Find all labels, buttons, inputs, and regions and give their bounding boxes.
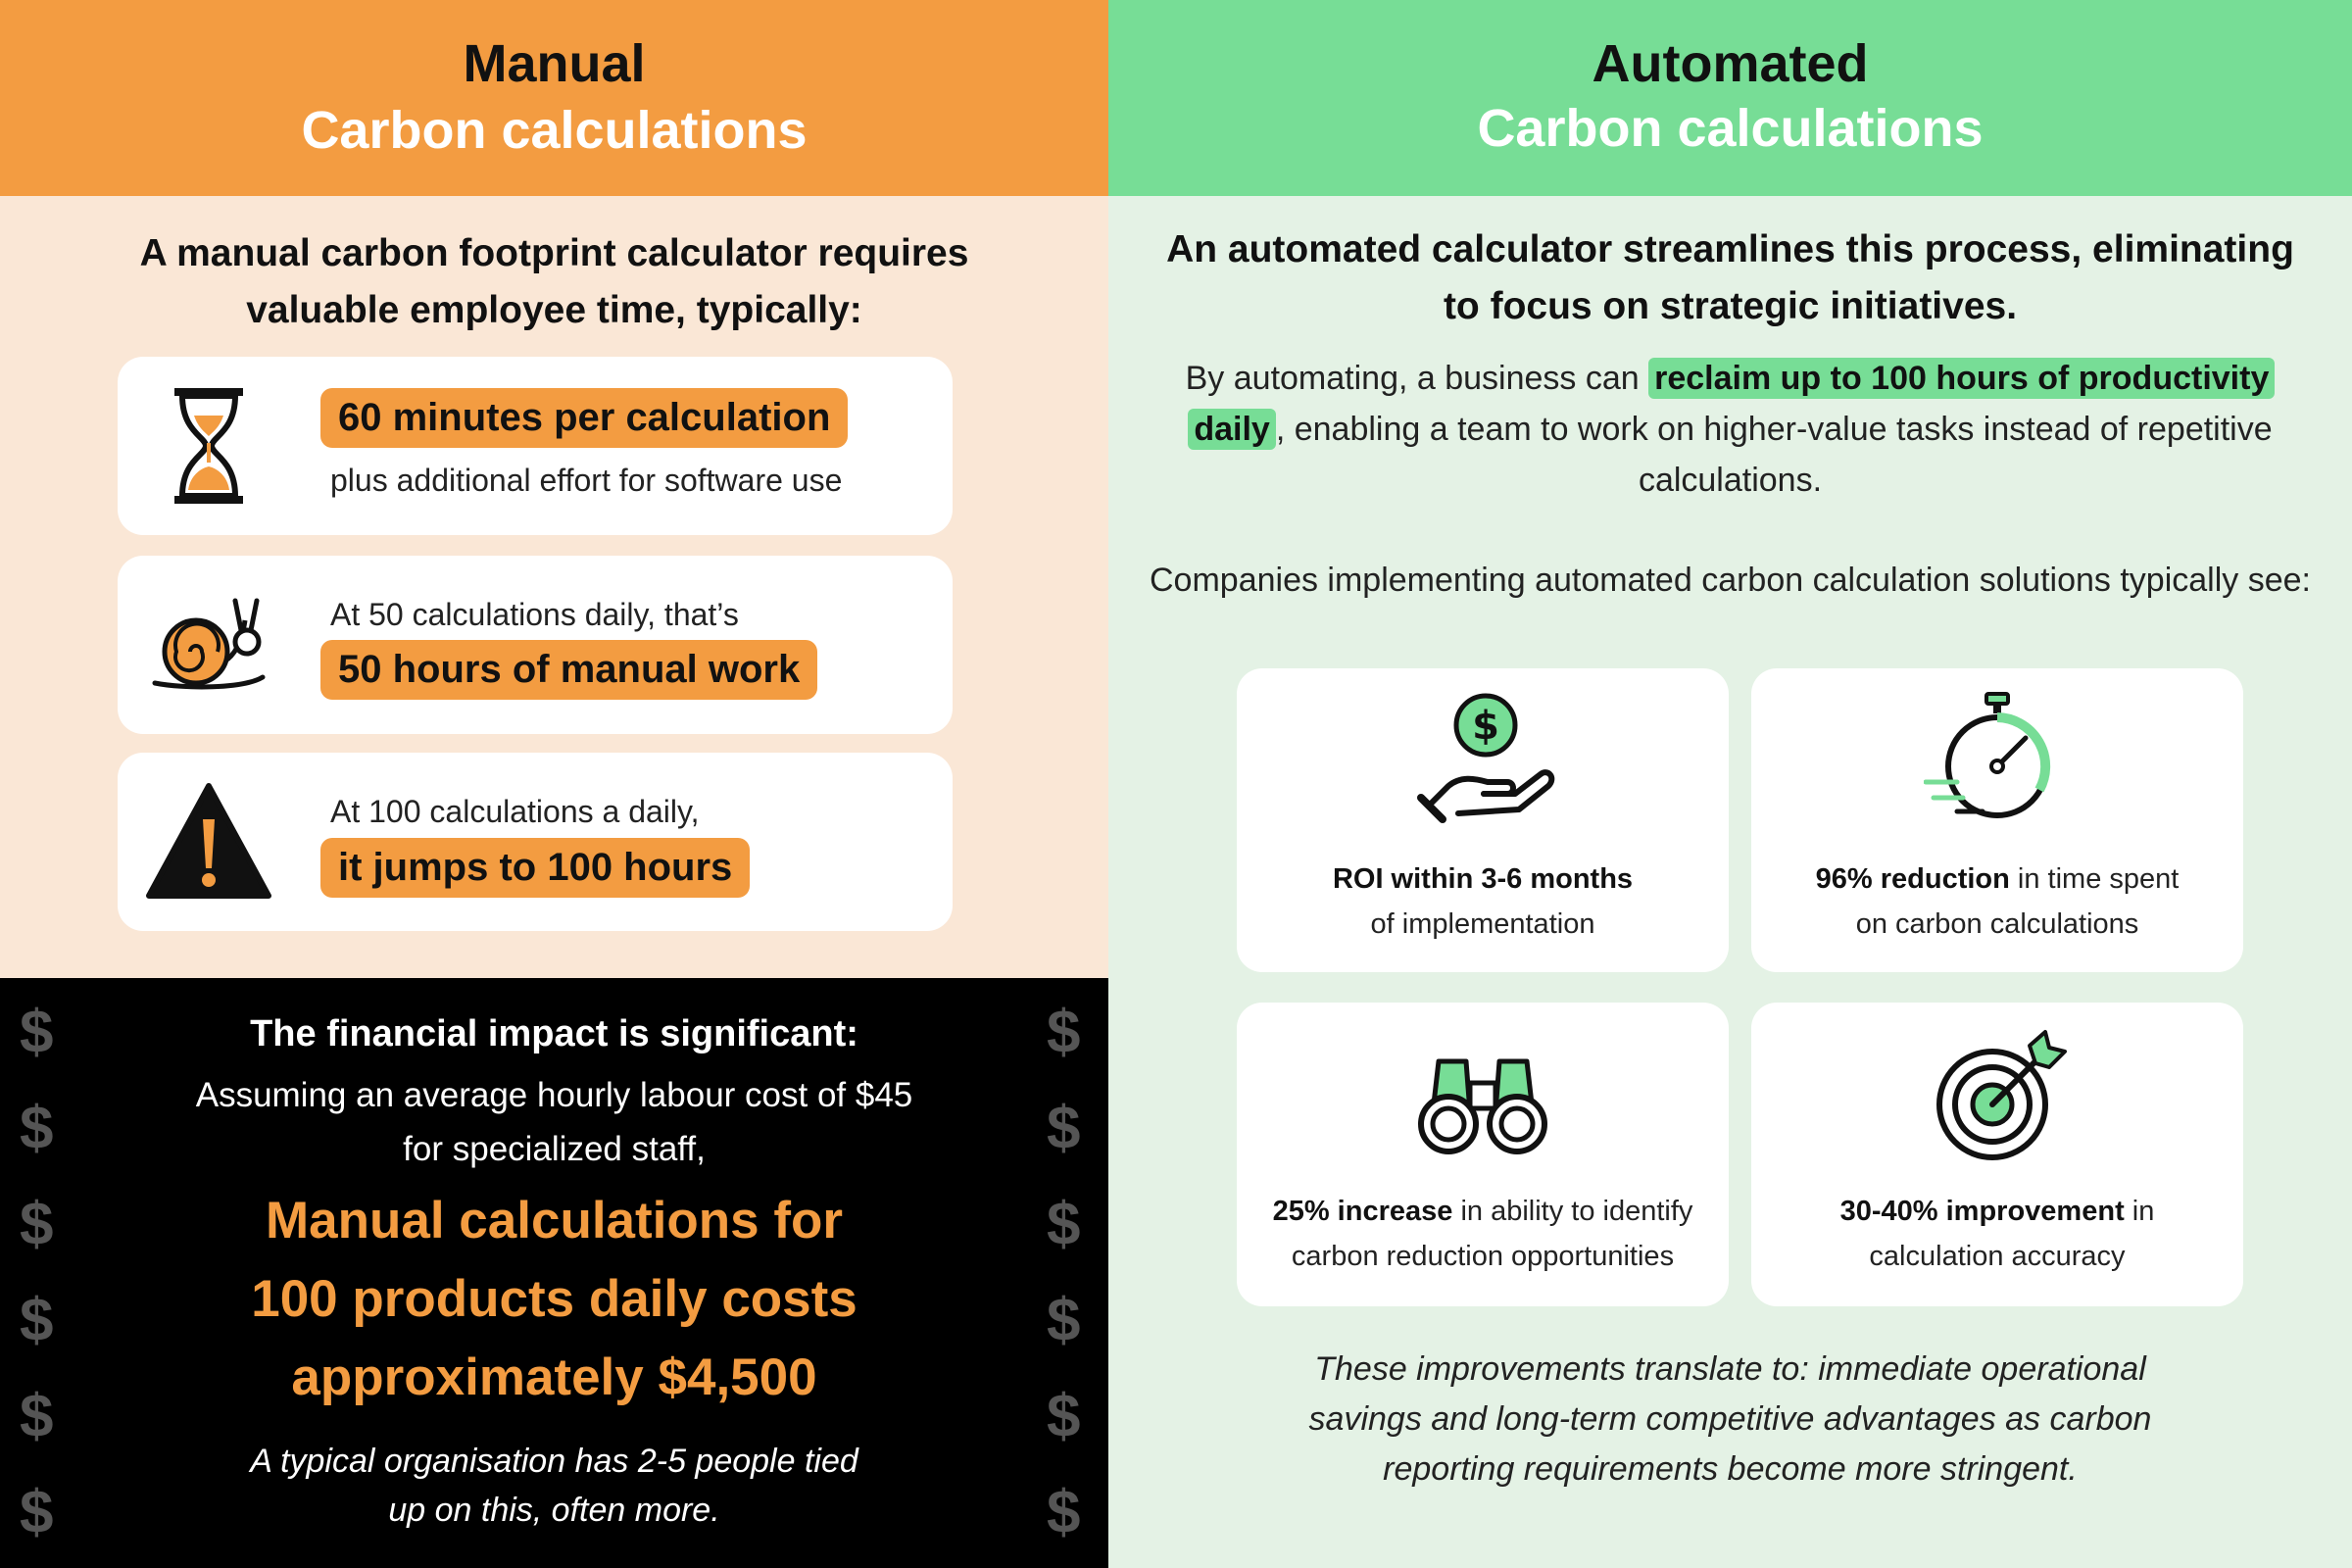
stat-card-increase bbox=[1237, 1003, 1729, 1306]
binoculars-icon bbox=[1409, 1022, 1556, 1169]
automated-intro-line2: to focus on strategic initiatives. bbox=[1443, 285, 2018, 327]
financial-body bbox=[157, 1068, 952, 1176]
target-icon bbox=[1924, 1022, 2071, 1169]
financial-body-line2: for specialized staff, bbox=[403, 1130, 706, 1168]
dollar-decoration: $ bbox=[1047, 1287, 1081, 1354]
dollar-decoration: $ bbox=[20, 1479, 54, 1546]
dollar-decoration: $ bbox=[1047, 1383, 1081, 1450]
footer-line3: reporting requirements become more stringent. bbox=[1383, 1450, 2078, 1488]
para-before: By automating, a business can bbox=[1185, 360, 1649, 397]
manual-intro bbox=[59, 225, 1050, 339]
svg-text:$: $ bbox=[1472, 704, 1499, 749]
manual-column bbox=[0, 0, 1108, 1568]
dollar-decoration: $ bbox=[20, 999, 54, 1066]
footer-line1: These improvements translate to: immediate operational bbox=[1314, 1350, 2146, 1388]
manual-subtitle: Carbon calculations bbox=[301, 101, 808, 160]
automated-title: Automated bbox=[1592, 34, 1869, 93]
cost-line3: approximately $4,500 bbox=[291, 1348, 817, 1406]
footer-line2: savings and long-term competitive advantages as carbon bbox=[1308, 1400, 2152, 1438]
cost-line1: Manual calculations for bbox=[265, 1192, 843, 1250]
automation-paragraph bbox=[1148, 353, 2313, 506]
stat-increase-inline: in ability to identify bbox=[1452, 1196, 1693, 1227]
stat-roi-rest: of implementation bbox=[1370, 908, 1595, 940]
stat-reduction-bold: 96% reduction bbox=[1815, 863, 2010, 895]
50-calc-text: At 50 calculations daily, that’s bbox=[330, 597, 739, 632]
dollar-decoration: $ bbox=[20, 1383, 54, 1450]
manual-title: Manual bbox=[463, 34, 646, 93]
automated-subtitle: Carbon calculations bbox=[1477, 99, 1984, 158]
dollar-decoration: $ bbox=[1047, 999, 1081, 1066]
note-line1: A typical organisation has 2-5 people tied bbox=[250, 1443, 858, 1480]
dollar-decoration: $ bbox=[1047, 1479, 1081, 1546]
stat-card-reduction bbox=[1751, 668, 2243, 972]
automated-column bbox=[1108, 0, 2352, 1568]
money-hand-icon bbox=[1409, 688, 1556, 835]
note-line2: up on this, often more. bbox=[388, 1492, 720, 1529]
automated-header bbox=[1108, 0, 2352, 196]
productivity-highlight: reclaim up to 100 hours of productivity bbox=[1648, 358, 2275, 399]
stat-reduction-rest: on carbon calculations bbox=[1855, 908, 2139, 940]
stat-accuracy-rest: calculation accuracy bbox=[1869, 1241, 2126, 1272]
financial-note bbox=[157, 1437, 952, 1535]
stat-roi-bold: ROI within 3-6 months bbox=[1332, 863, 1634, 895]
stat-accuracy-text bbox=[1761, 1189, 2233, 1279]
stat-increase-text bbox=[1247, 1189, 1719, 1279]
hourglass-icon bbox=[145, 382, 272, 510]
manual-header bbox=[0, 0, 1108, 196]
manual-intro-line2: valuable employee time, typically: bbox=[246, 289, 862, 331]
stat-accuracy-bold: 30-40% improvement bbox=[1839, 1196, 2125, 1227]
warning-icon bbox=[145, 778, 272, 906]
100-calc-text: At 100 calculations a daily, bbox=[330, 794, 700, 829]
stat-reduction-text bbox=[1761, 857, 2233, 947]
stat-card-roi bbox=[1237, 668, 1729, 972]
dollar-decoration: $ bbox=[20, 1095, 54, 1162]
dollar-decoration: $ bbox=[20, 1191, 54, 1258]
financial-body-line1: Assuming an average hourly labour cost of $45 bbox=[195, 1076, 913, 1114]
daily-highlight: daily bbox=[1188, 409, 1275, 450]
manual-card-time bbox=[118, 357, 953, 535]
stat-accuracy-inline: in bbox=[2124, 1196, 2155, 1227]
financial-cost-statement bbox=[98, 1182, 1010, 1417]
stat-increase-bold: 25% increase bbox=[1272, 1196, 1453, 1227]
automated-footer bbox=[1226, 1345, 2234, 1494]
automated-intro bbox=[1128, 221, 2332, 335]
manual-card-100 bbox=[118, 753, 953, 931]
para-after: , enabling a team to work on higher-value tasks instead of repetitive calculations. bbox=[1275, 411, 2273, 499]
stat-reduction-inline: in time spent bbox=[2009, 863, 2180, 895]
manual-body bbox=[0, 196, 1108, 978]
100-hours-highlight: it jumps to 100 hours bbox=[320, 838, 750, 898]
financial-title: The financial impact is significant: bbox=[250, 1013, 858, 1054]
stat-increase-rest: carbon reduction opportunities bbox=[1291, 1241, 1675, 1272]
financial-impact-panel bbox=[0, 978, 1108, 1568]
companies-lead: Companies implementing automated carbon calculation solutions typically see: bbox=[1150, 562, 2311, 599]
time-subtext: plus additional effort for software use bbox=[330, 463, 843, 498]
dollar-decoration: $ bbox=[20, 1287, 54, 1354]
manual-intro-line1: A manual carbon footprint calculator requires bbox=[139, 232, 969, 274]
stopwatch-icon bbox=[1924, 688, 2071, 835]
50-hours-highlight: 50 hours of manual work bbox=[320, 640, 817, 700]
cost-line2: 100 products daily costs bbox=[251, 1270, 858, 1328]
snail-icon bbox=[145, 581, 272, 709]
automated-intro-line1: An automated calculator streamlines this process, eliminating bbox=[1166, 228, 2294, 270]
dollar-decoration: $ bbox=[1047, 1191, 1081, 1258]
manual-card-50 bbox=[118, 556, 953, 734]
stat-card-accuracy bbox=[1751, 1003, 2243, 1306]
stat-roi-text bbox=[1247, 857, 1719, 947]
dollar-decoration: $ bbox=[1047, 1095, 1081, 1162]
time-highlight: 60 minutes per calculation bbox=[320, 388, 848, 448]
